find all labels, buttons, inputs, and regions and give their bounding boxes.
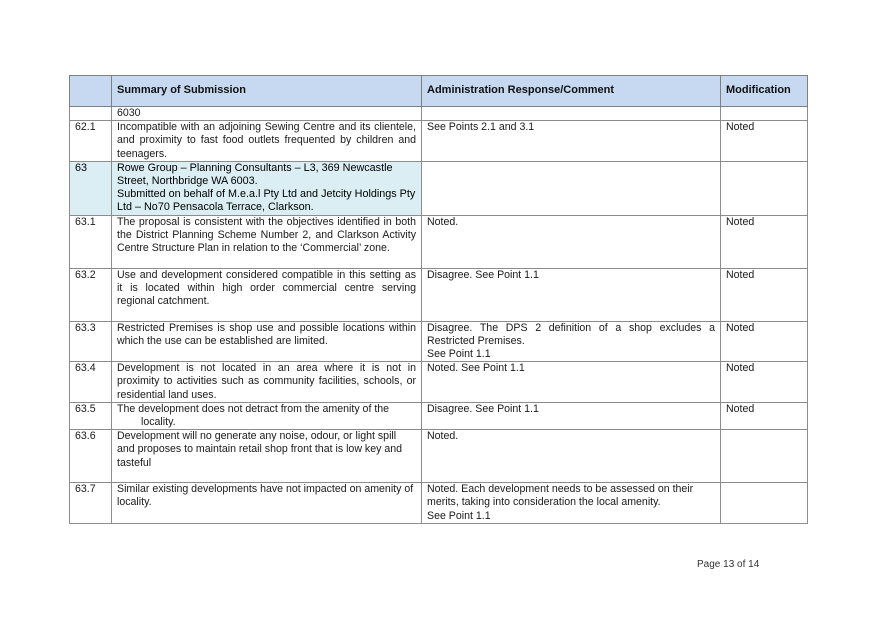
table-row <box>70 321 808 362</box>
submitter-behalf: Submitted on behalf of M.e.a.l Pty Ltd and Jetcity Holdings Pty Ltd – No70 Pensacola Terrace, Clarkson. <box>117 188 416 214</box>
cell-num: 62.1 <box>70 121 112 162</box>
cell-num: 63.3 <box>70 321 112 362</box>
table-row-submitter <box>70 161 808 215</box>
cell-response <box>422 321 721 362</box>
cell-summary <box>112 161 422 215</box>
cell-num <box>70 107 112 121</box>
cell-modification: Noted <box>721 121 808 162</box>
cell-summary <box>112 402 422 429</box>
cell-summary: The proposal is consistent with the objectives identified in both the District Planning Scheme Number 2, and Clarkson Activity Centre Structure Plan in relation to the ‘Commercial’ zone. <box>112 215 422 268</box>
cell-modification <box>721 161 808 215</box>
table-row <box>70 268 808 321</box>
cell-response: Noted. <box>422 215 721 268</box>
table-row <box>70 483 808 524</box>
submissions-table <box>69 75 808 524</box>
cell-response: Noted. <box>422 430 721 483</box>
cell-modification: Noted <box>721 268 808 321</box>
summary-text: The development does not detract from the amenity of the <box>117 402 390 415</box>
response-reference: See Point 1.1 <box>427 509 491 522</box>
cell-response <box>422 483 721 524</box>
cell-modification: Noted <box>721 321 808 362</box>
header-modification: Modification <box>721 76 808 107</box>
cell-summary: Similar existing developments have not impacted on amenity of locality. <box>112 483 422 524</box>
cell-num: 63.4 <box>70 362 112 403</box>
table-header-row <box>70 76 808 107</box>
response-text: Disagree. The DPS 2 definition of a shop excludes a Restricted Premises. <box>427 321 715 347</box>
cell-summary: Development is not located in an area where it is not in proximity to activities such as community facilities, schools, or residential land uses. <box>112 362 422 403</box>
table-row-continuation <box>70 107 808 121</box>
cell-modification <box>721 107 808 121</box>
cell-modification <box>721 483 808 524</box>
header-number <box>70 76 112 107</box>
table-row <box>70 402 808 429</box>
cell-modification: Noted <box>721 402 808 429</box>
cell-summary: Incompatible with an adjoining Sewing Centre and its clientele, and proximity to fast food outlets frequented by children and teenagers. <box>112 121 422 162</box>
header-response: Administration Response/Comment <box>422 76 721 107</box>
table-row <box>70 430 808 483</box>
cell-modification: Noted <box>721 362 808 403</box>
cell-summary: Use and development considered compatible in this setting as it is located within high order commercial centre serving regional catchment. <box>112 268 422 321</box>
submitter-name: Rowe Group – Planning Consultants – L3, 369 Newcastle Street, Northbridge WA 6003. <box>117 161 393 188</box>
cell-num: 63 <box>70 161 112 215</box>
cell-num: 63.6 <box>70 430 112 483</box>
cell-modification: Noted <box>721 215 808 268</box>
summary-text-cont: locality. <box>141 416 176 429</box>
cell-summary: 6030 <box>112 107 422 121</box>
cell-summary: Restricted Premises is shop use and possible locations within which the use can be established are limited. <box>112 321 422 362</box>
table-row <box>70 215 808 268</box>
page-number: Page 13 of 14 <box>697 559 760 570</box>
cell-num: 63.5 <box>70 402 112 429</box>
cell-num: 63.1 <box>70 215 112 268</box>
cell-summary: Development will no generate any noise, odour, or light spill and proposes to maintain retail shop front that is low key and tasteful <box>112 430 422 483</box>
header-summary: Summary of Submission <box>112 76 422 107</box>
cell-response <box>422 107 721 121</box>
cell-modification <box>721 430 808 483</box>
table-row <box>70 362 808 403</box>
cell-response: Disagree. See Point 1.1 <box>422 402 721 429</box>
cell-num: 63.2 <box>70 268 112 321</box>
cell-num: 63.7 <box>70 483 112 524</box>
response-text: Noted. Each development needs to be assessed on their merits, taking into consideration the local amenity. <box>427 483 694 509</box>
response-reference: See Point 1.1 <box>427 348 491 361</box>
cell-response: See Points 2.1 and 3.1 <box>422 121 721 162</box>
cell-response <box>422 161 721 215</box>
cell-response: Disagree. See Point 1.1 <box>422 268 721 321</box>
table-row <box>70 121 808 162</box>
cell-response: Noted. See Point 1.1 <box>422 362 721 403</box>
